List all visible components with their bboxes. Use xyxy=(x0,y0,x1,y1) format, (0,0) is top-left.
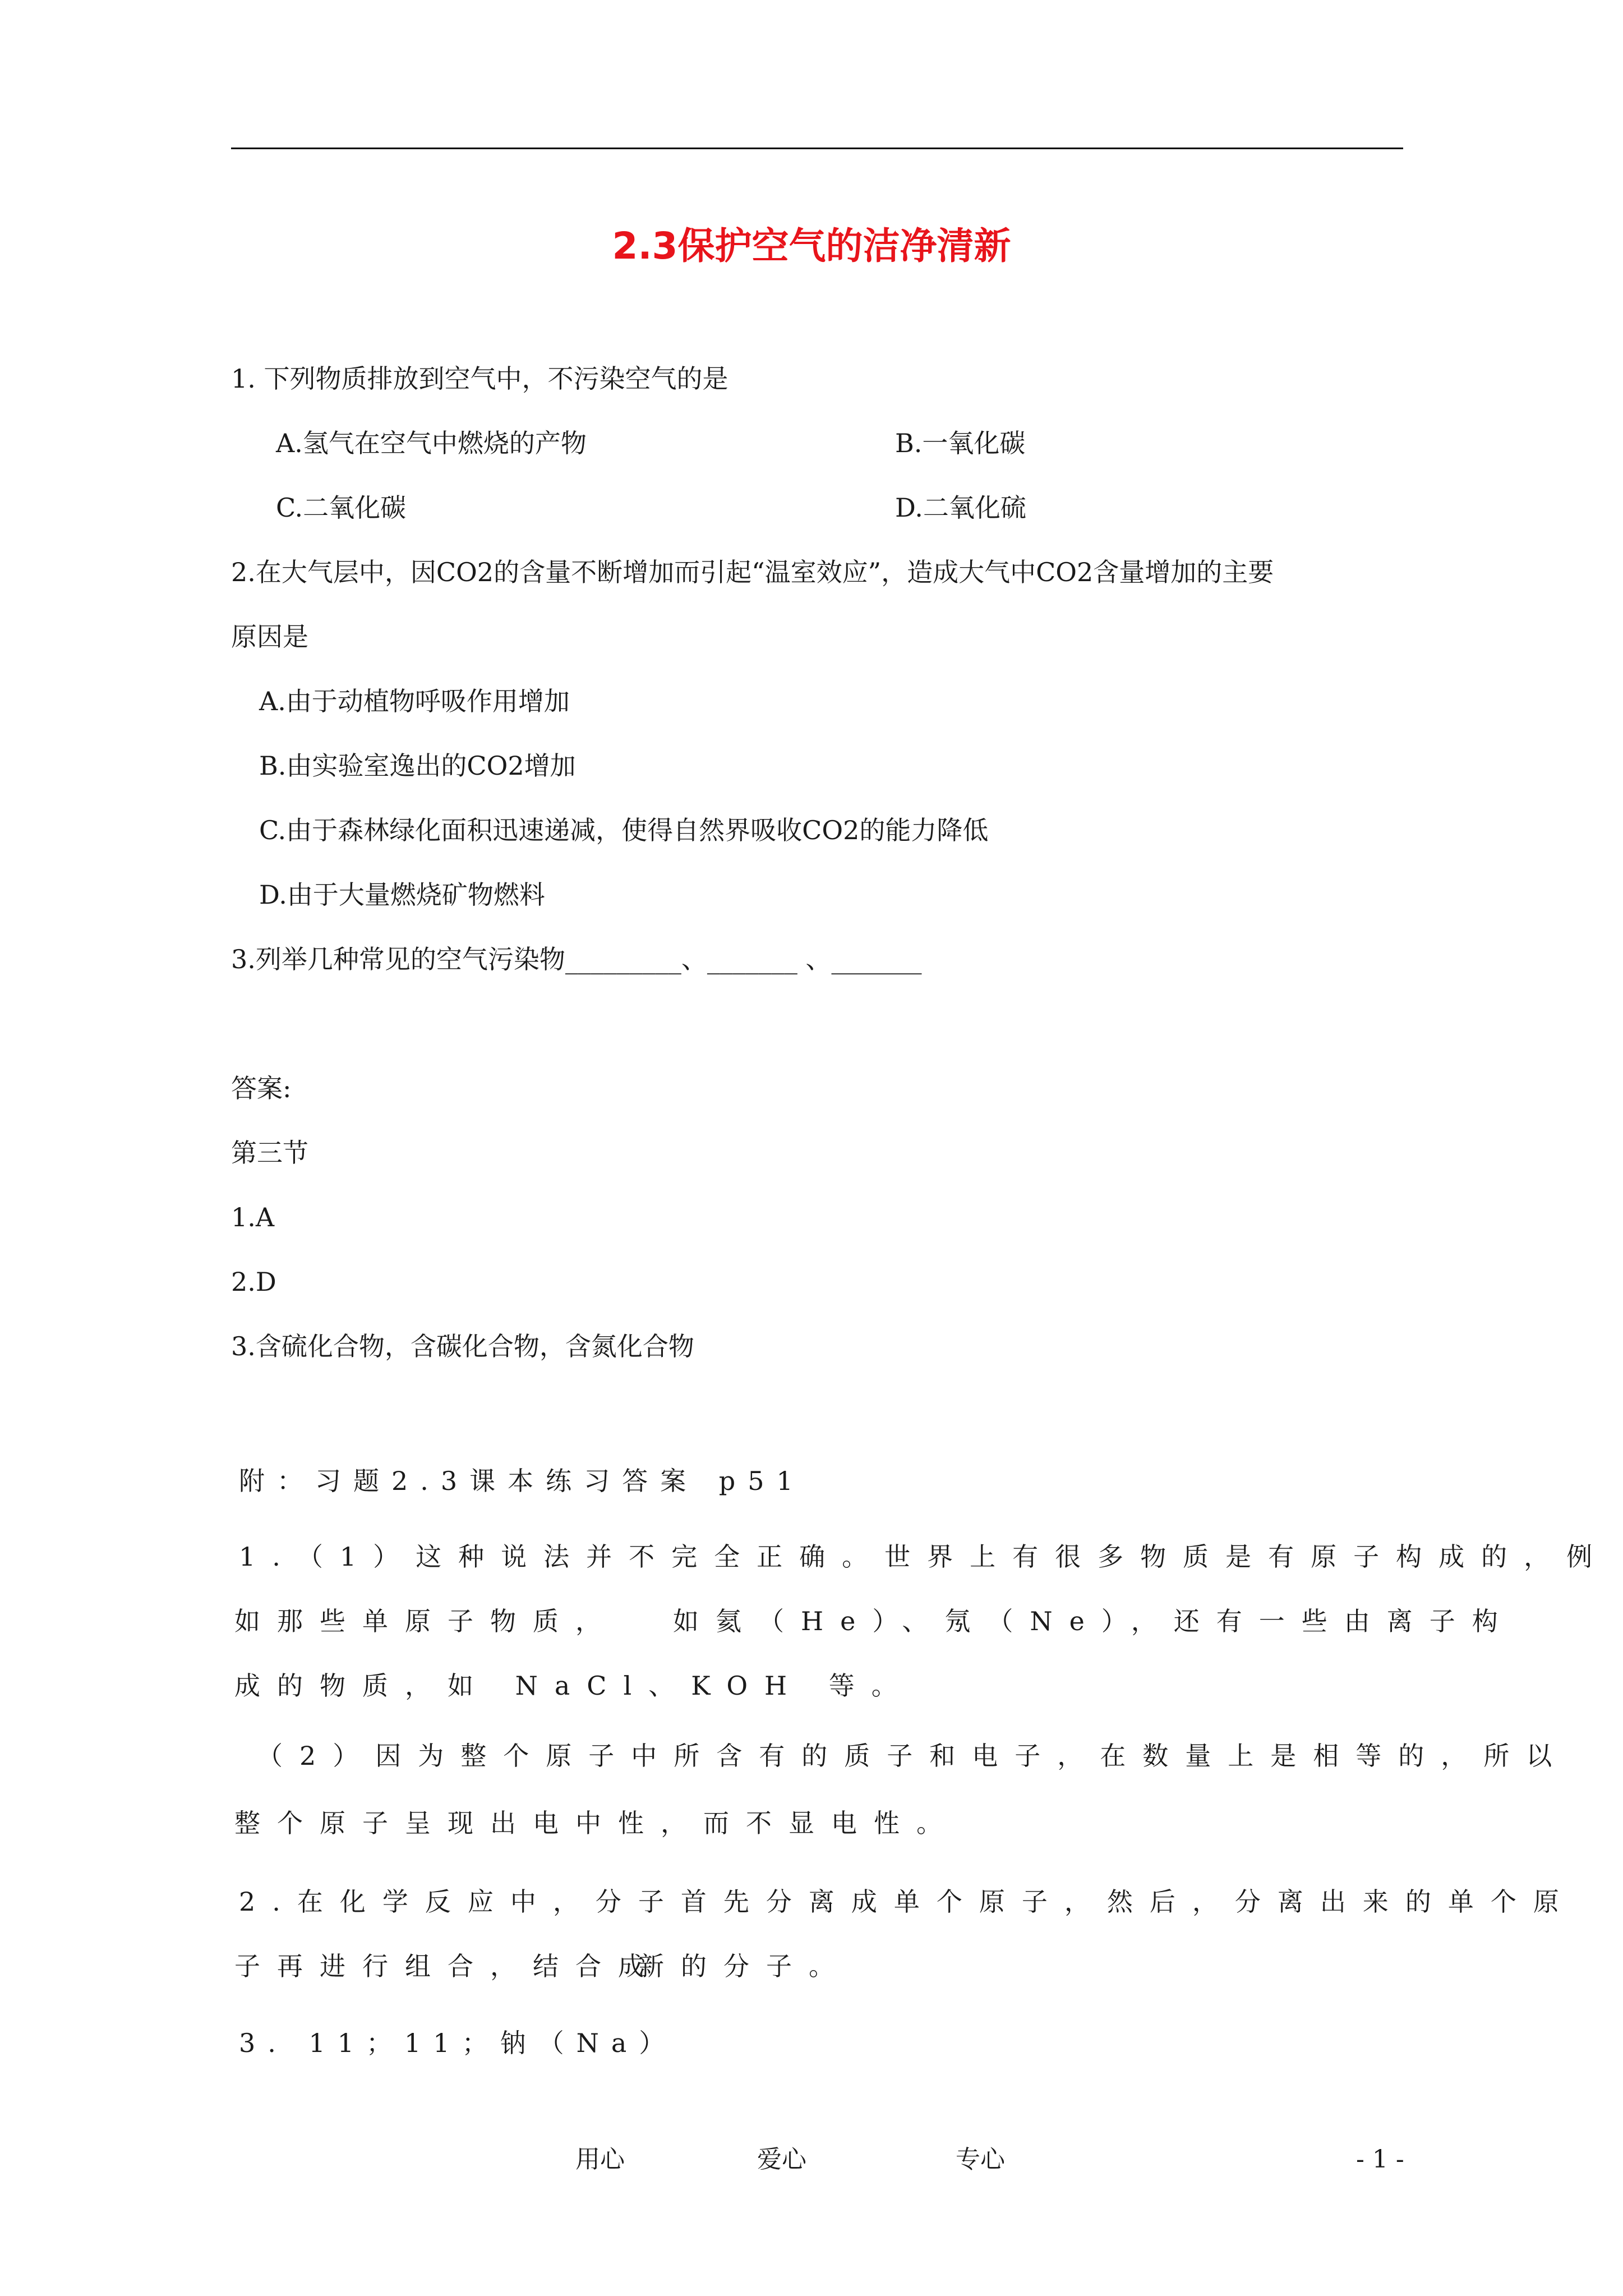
question-1-option-d: D.二氧化硫 xyxy=(895,493,1026,523)
question-1-stem: 1. 下列物质排放到空气中，不污染空气的是 xyxy=(231,364,728,394)
question-3-stem: 3.列举几种常见的空气污染物_________、_______ 、_______ xyxy=(231,944,922,974)
header-rule xyxy=(231,148,1403,149)
question-2-stem-line-1: 2.在大气层中，因CO2的含量不断增加而引起“温室效应”，造成大气中CO2含量增加的主要 xyxy=(231,557,1274,587)
appendix-answer-3-line-2a: 子再进行组合，结合成 xyxy=(234,1951,661,1981)
footer-word-2: 爱心 xyxy=(757,2145,806,2174)
appendix-heading: 附：习题2.3课本练习答案 p51 xyxy=(239,1466,805,1496)
appendix-answer-1-line-3: 成的物质，如 NaCl、KOH 等。 xyxy=(234,1671,914,1701)
page-number: - 1 - xyxy=(1356,2145,1404,2174)
answer-2: 2.D xyxy=(231,1267,276,1297)
question-2-option-c: C.由于森林绿化面积迅速递减，使得自然界吸收CO2的能力降低 xyxy=(259,815,989,845)
footer-word-3: 专心 xyxy=(956,2145,1005,2174)
answers-section: 第三节 xyxy=(231,1138,308,1168)
question-1-option-b: B.一氧化碳 xyxy=(895,428,1026,458)
appendix-answer-3-line-1: 2.在化学反应中，分子首先分离成单个原子，然后，分离出来的单个原 xyxy=(239,1887,1576,1917)
appendix-answer-1-line-2a: 如那些单原子物质， xyxy=(234,1606,618,1636)
question-2-option-d: D.由于大量燃烧矿物燃料 xyxy=(259,880,545,910)
question-2-stem-line-2: 原因是 xyxy=(231,622,308,652)
appendix-answer-2-line-2: 整个原子呈现出电中性，而不显电性。 xyxy=(234,1808,959,1838)
answer-1: 1.A xyxy=(231,1202,275,1232)
footer-word-1: 用心 xyxy=(575,2145,625,2174)
answer-3: 3.含硫化合物，含碳化合物，含氮化合物 xyxy=(231,1331,694,1361)
appendix-answer-1-line-1: 1.（1）这种说法并不完全正确。世界上有很多物质是有原子构成的，例 xyxy=(239,1542,1610,1572)
question-2-option-a: A.由于动植物呼吸作用增加 xyxy=(259,686,570,716)
question-1-option-a: A.氢气在空气中燃烧的产物 xyxy=(276,428,587,458)
answers-heading: 答案: xyxy=(231,1073,292,1103)
appendix-answer-3-line-2b: 新的分子。 xyxy=(638,1951,851,1981)
appendix-answer-2-line-1: （2）因为整个原子中所含有的质子和电子，在数量上是相等的，所以 xyxy=(257,1741,1569,1771)
appendix-answer-4: 3. 11；11；钠（Na） xyxy=(239,2028,677,2058)
page-title: 2.3保护空气的洁净清新 xyxy=(612,224,1011,268)
appendix-answer-1-line-2b: 如氦（He）、氖（Ne），还有一些由离子构 xyxy=(673,1606,1515,1636)
question-1-option-c: C.二氧化碳 xyxy=(276,493,407,523)
question-2-option-b: B.由实验室逸出的CO2增加 xyxy=(259,751,576,781)
